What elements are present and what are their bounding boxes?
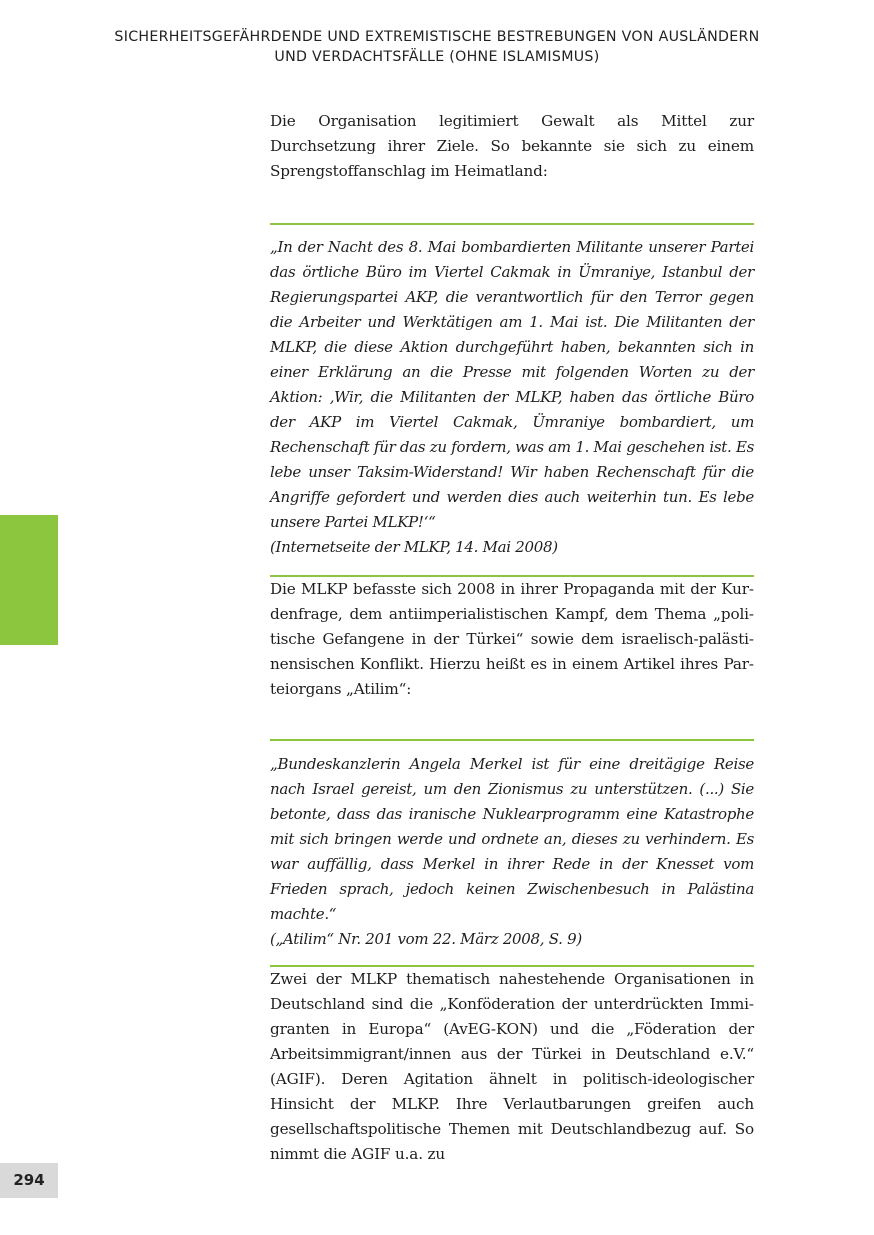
quote-2-source: („Atilim“ Nr. 201 vom 22. März 2008, S. 9) [270, 930, 582, 948]
quote-block-2 [270, 739, 754, 967]
page-number: 294 [0, 1163, 58, 1198]
running-header-line-1: SICHERHEITSGEFÄHRDENDE UND EXTREMISTISCHE BESTREBUNGEN VON AUSLÄNDERN [114, 29, 760, 45]
body-paragraph-1: Die Organisation legitimiert Gewalt als Mittel zur Durchsetzung ihrer Ziele. So bekannte sie sich zu einem Sprengstoffanschlag im Heimatland: [270, 112, 754, 180]
quote-block-1 [270, 223, 754, 577]
quote-2-text: „Bundeskanzlerin Angela Merkel ist für eine dreitägige Reise nach Israel gereist, um den Zionismus zu unterstützen. (...) Sie betonte, dass das iranische Nuklearprogramm eine Katastrophe mit sich bringen werde und ordnete an, dieses zu verhindern. Es war auffällig, dass Merkel in ihrer Rede in der Knesset vom Frieden sprach, jedoch keinen Zwischenbesuch in Palästina machte.“ [270, 755, 754, 923]
running-header [60, 27, 814, 67]
body-paragraph-2: Die MLKP befasste sich 2008 in ihrer Propaganda mit der Kurdenfrage, dem antiimperialistischen Kampf, dem Thema „politische Gefangene in der Türkei“ sowie dem israelisch-palästinensischen Konflikt. Hierzu heißt es in einem Artikel ihres Parteiorgans „Atilim“: [270, 580, 754, 698]
body-paragraph-3: Zwei der MLKP thematisch nahestehende Organisationen in Deutschland sind die „Konföderation der unterdrückten Immigranten in Europa“ (AvEG-KON) und die „Föderation der Arbeitsimmigrant/innen aus der Türkei in Deutschland e.V.“ (AGIF). Deren Agitation ähnelt in politisch-ideologischer Hinsicht der MLKP. Ihre Verlautbarungen greifen auch gesellschaftspolitische Themen mit Deutschlandbezug auf. So nimmt die AGIF u.a. zu [270, 970, 754, 1163]
chapter-side-tab [0, 515, 58, 645]
main-text-column [270, 109, 754, 1167]
running-header-line-2: UND VERDACHTSFÄLLE (OHNE ISLAMISMUS) [274, 49, 600, 65]
quote-1-source: (Internetseite der MLKP, 14. Mai 2008) [270, 538, 558, 556]
quote-1-text: „In der Nacht des 8. Mai bombardierten Militante unserer Partei das örtliche Büro im Viertel Cakmak in Ümraniye, Istanbul der Regierungspartei AKP, die verantwortlich für den Terror gegen die Arbeiter und Werktätigen am 1. Mai ist. Die Militanten der MLKP, die diese Aktion durchgeführt haben, bekannten sich in einer Erklärung an die Presse mit folgenden Worten zu der Aktion: ‚Wir, die Militanten der MLKP, haben das örtliche Büro der AKP im Viertel Cakmak, Ümraniye bombardiert, um Rechenschaft für das zu fordern, was am 1. Mai geschehen ist. Es lebe unser Taksim-Widerstand! Wir haben Rechenschaft für die Angriffe gefordert und werden dies auch weiterhin tun. Es lebe unsere Partei MLKP!‘“ [270, 238, 754, 531]
